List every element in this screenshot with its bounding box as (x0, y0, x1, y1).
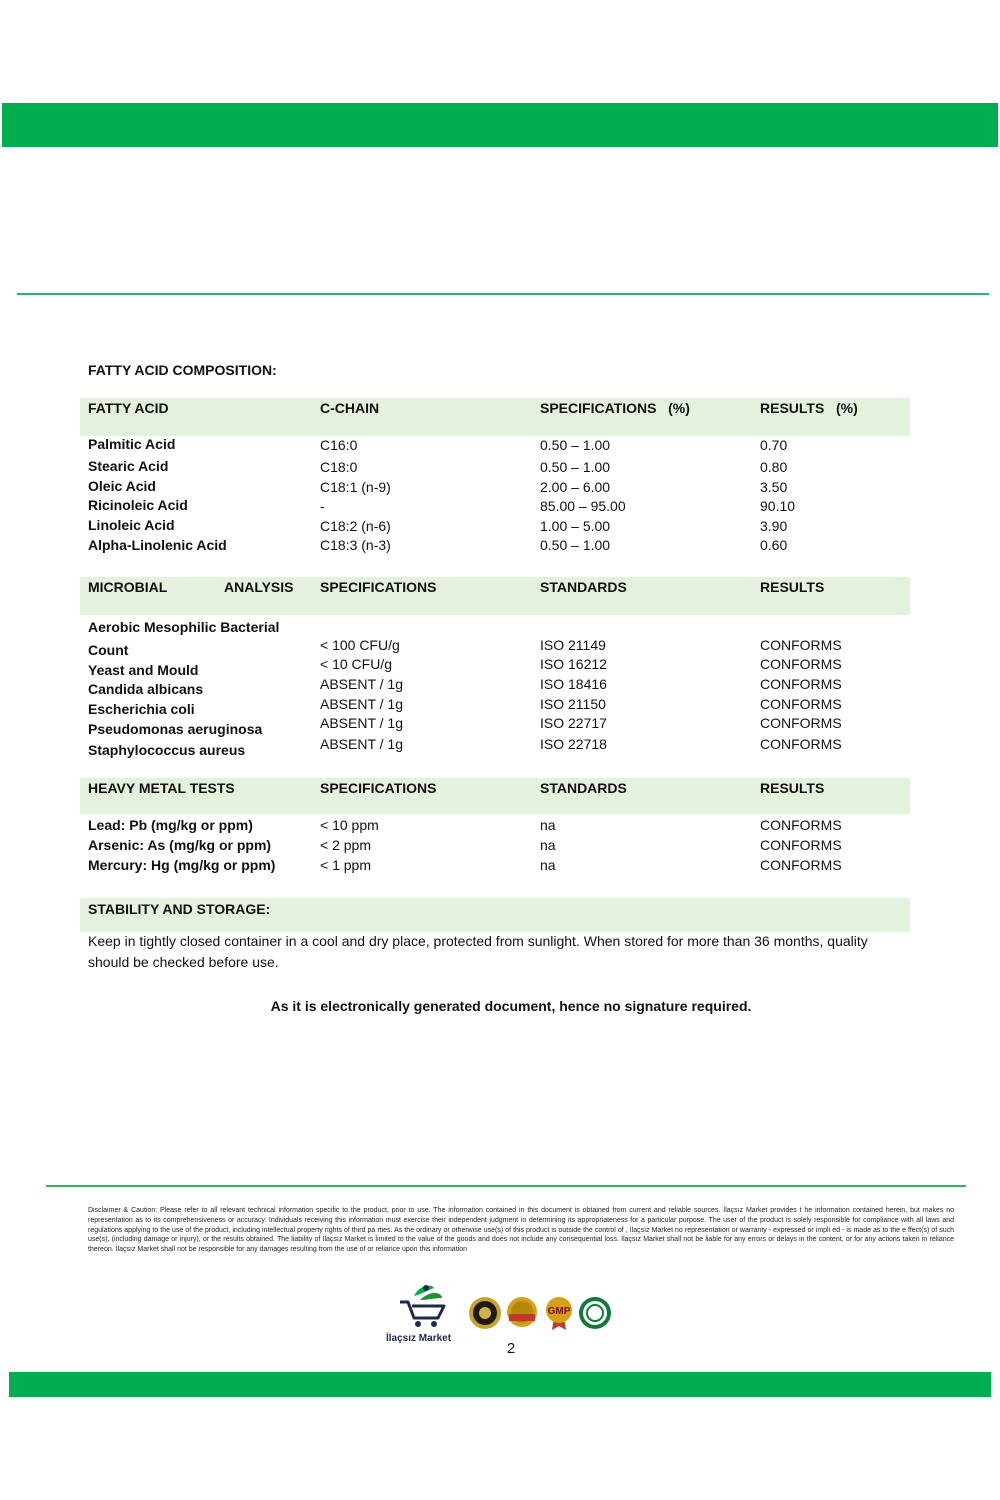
result-value: 0.70 (760, 437, 788, 453)
analysis-header: ANALYSIS (224, 579, 294, 595)
c-chain-header: C-CHAIN (320, 400, 380, 416)
specification-value: < 10 CFU/g (320, 656, 392, 672)
fatty-acid-name: Ricinoleic Acid (88, 497, 188, 513)
logo-text: İlaçsız Market (386, 1333, 452, 1344)
specification-value: 85.00 – 95.00 (540, 498, 626, 514)
metal-name: Mercury: Hg (mg/kg or ppm) (88, 857, 276, 873)
company-logo (380, 1282, 470, 1342)
specification-value: ABSENT / 1g (320, 676, 404, 692)
c-chain-value: C18:0 (320, 459, 358, 475)
award-seal-icon (505, 1296, 539, 1330)
footer-green-bar (9, 1372, 991, 1397)
specification-value: < 2 ppm (320, 837, 371, 853)
stability-header: STABILITY AND STORAGE: (88, 901, 271, 917)
fatty-acid-name: Alpha-Linolenic Acid (88, 537, 227, 553)
microbial-name: Yeast and Mould (88, 662, 199, 678)
metal-name: Lead: Pb (mg/kg or ppm) (88, 817, 253, 833)
standard-value: ISO 21149 (540, 637, 606, 653)
page-number: 2 (506, 1340, 516, 1357)
header-green-bar (2, 103, 998, 147)
result-value: CONFORMS (760, 676, 842, 692)
microbial-name-line1: Aerobic Mesophilic Bacterial (88, 619, 280, 635)
result-value: 0.80 (760, 459, 788, 475)
result-value: CONFORMS (760, 857, 842, 873)
specification-value: 2.00 – 6.00 (540, 479, 611, 495)
standard-value: ISO 16212 (540, 656, 607, 672)
c-chain-value: - (320, 498, 325, 514)
result-value: CONFORMS (760, 715, 842, 731)
microbial-name: Pseudomonas aeruginosa (88, 721, 263, 737)
result-value: 0.60 (760, 537, 788, 553)
result-value: CONFORMS (760, 736, 842, 752)
standards-header: STANDARDS (540, 780, 627, 796)
standard-value: na (540, 837, 556, 853)
specification-value: 0.50 – 1.00 (540, 537, 611, 553)
standard-value: ISO 22718 (540, 736, 607, 752)
fatty-acid-name: Linoleic Acid (88, 517, 175, 533)
specification-value: ABSENT / 1g (320, 715, 404, 731)
section-title: FATTY ACID COMPOSITION: (88, 362, 277, 378)
microbial-name: Staphylococcus aureus (88, 742, 246, 758)
c-chain-value: C18:2 (n-6) (320, 518, 391, 534)
specification-value: < 1 ppm (320, 857, 371, 873)
halal-seal-icon (578, 1296, 612, 1330)
fatty-acid-name: Stearic Acid (88, 458, 169, 474)
metal-name: Arsenic: As (mg/kg or ppm) (88, 837, 272, 853)
heavy-metal-header: HEAVY METAL TESTS (88, 780, 235, 796)
microbial-name: Candida albicans (88, 681, 204, 697)
microbial-header: MICROBIAL (88, 579, 168, 595)
signature-notice: As it is electronically generated document, hence no signature required. (270, 998, 752, 1014)
standards-header: STANDARDS (540, 579, 627, 595)
result-value: CONFORMS (760, 637, 842, 653)
result-value: CONFORMS (760, 656, 842, 672)
specification-value: 1.00 – 5.00 (540, 518, 611, 534)
standard-value: na (540, 857, 556, 873)
result-value: 90.10 (760, 498, 796, 514)
result-value: CONFORMS (760, 837, 842, 853)
specification-value: < 100 CFU/g (320, 637, 400, 653)
footer-divider (46, 1185, 966, 1187)
results-header: RESULTS (760, 780, 825, 796)
specifications-header: SPECIFICATIONS (320, 579, 437, 595)
specifications-header: SPECIFICATIONS (%) (540, 400, 690, 416)
fatty-acid-name: Palmitic Acid (88, 436, 176, 452)
c-chain-value: C18:3 (n-3) (320, 537, 391, 553)
result-value: 3.90 (760, 518, 788, 534)
c-chain-value: C16:0 (320, 437, 358, 453)
specification-value: ABSENT / 1g (320, 696, 404, 712)
specifications-header: SPECIFICATIONS (320, 780, 437, 796)
microbial-name: Escherichia coli (88, 701, 195, 717)
storage-instructions: Keep in tightly closed container in a cool and dry place, protected from sunlight. When stored for more than 36 months, quality should be checked before use. (88, 933, 868, 970)
result-value: 3.50 (760, 479, 788, 495)
header-divider (17, 293, 989, 295)
disclaimer-text: Disclaimer & Caution: Please refer to all relevant technical information specific to the product, prior to use. The information contained in this document is obtained from current and reliable sources. İlaçsız Market provides t he information contained herein, but makes no representation as to its comprehensiveness or accuracy. Individuals receiving this information must exercise their independent judgment in determining its appropriateness for a particular purpose. The user of the product is solely responsible for compliance with all laws and regulations applying to the use of the product, including intellectual property rights of third pa rties. As the ordinary or otherwise use(s) of this product is outside the control of , İlaçsız Market no representation or warranty - expressed or impli ed - is made as to the e ffect(s) of such use(s), (including damage or injury), or the results obtained. The liability of İlaçsız Market is limited to the value of the goods and does not include any consequential loss. İlaçsız Market shall not be liable for any errors or delays in the content, or for any actions taken in reliance thereon. İlaçsız Market shall not be responsible for any damages resulting from the use of or reliance upon this information (88, 1207, 954, 1254)
c-chain-value: C18:1 (n-9) (320, 479, 391, 495)
result-value: CONFORMS (760, 817, 842, 833)
fatty-acid-name: Oleic Acid (88, 478, 156, 494)
standard-value: ISO 18416 (540, 676, 607, 692)
specification-value: ABSENT / 1g (320, 736, 404, 752)
standard-value: ISO 21150 (540, 696, 606, 712)
result-value: CONFORMS (760, 696, 842, 712)
specification-value: < 10 ppm (320, 817, 379, 833)
standard-value: ISO 22717 (540, 715, 607, 731)
fatty-acid-header: FATTY ACID (88, 400, 169, 416)
gmp-seal-icon (542, 1296, 576, 1330)
results-header: RESULTS (%) (760, 400, 858, 416)
specification-value: 0.50 – 1.00 (540, 437, 611, 453)
specification-value: 0.50 – 1.00 (540, 459, 611, 475)
results-header: RESULTS (760, 579, 825, 595)
standard-value: na (540, 817, 556, 833)
microbial-name: Count (88, 642, 129, 658)
quality-seal-icon (468, 1296, 502, 1330)
gmp-seal-text: GMP (547, 1306, 571, 1317)
cart-leaf-logo-icon (380, 1282, 470, 1330)
